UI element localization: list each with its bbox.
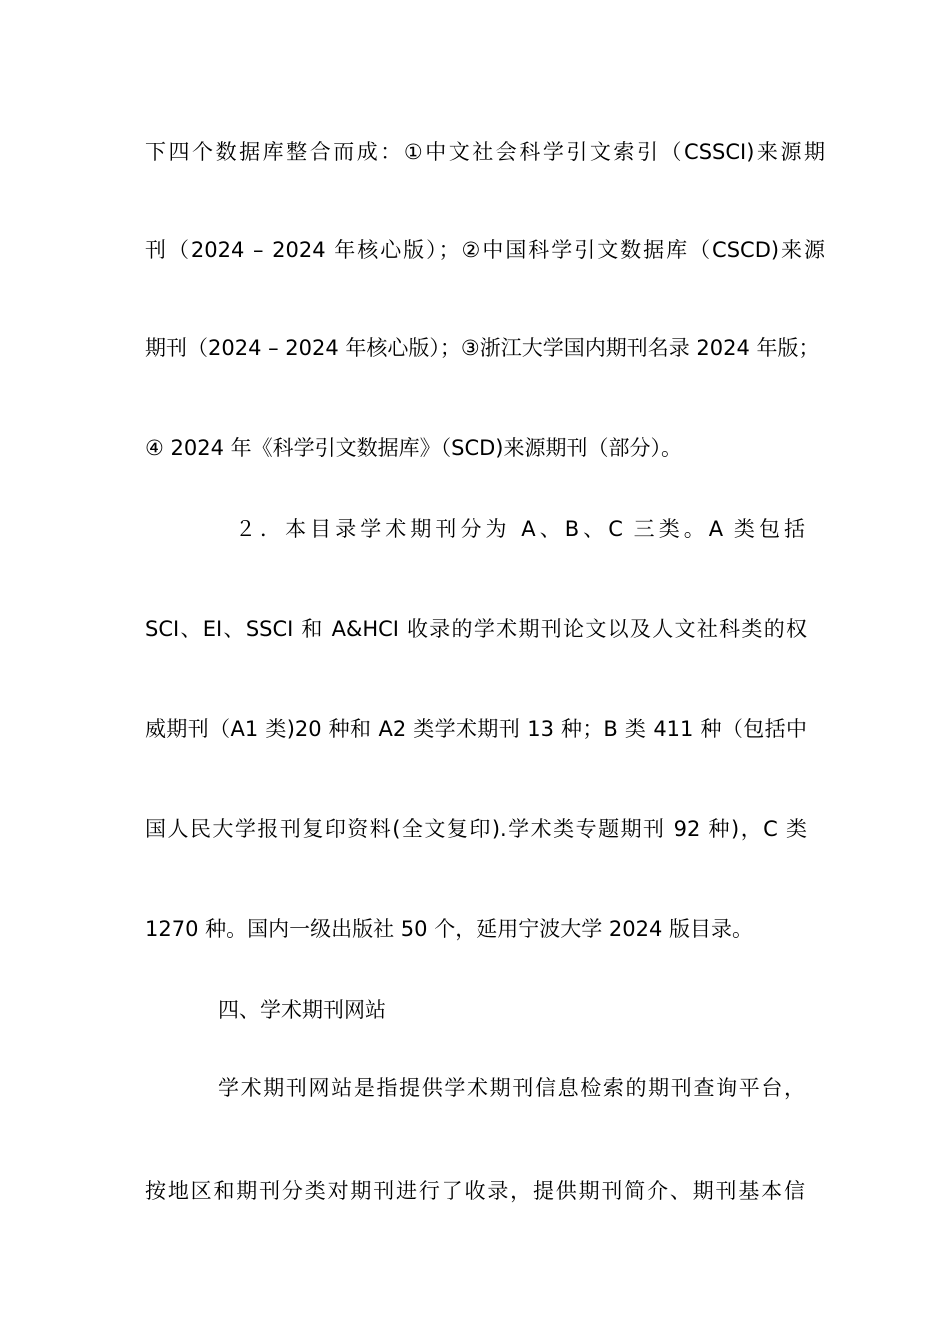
- paragraph-line: 威期刊（A1 类)20 种和 A2 类学术期刊 13 种；B 类 411 种（包括中: [145, 717, 807, 741]
- paragraph-line: 期刊（2024 – 2024 年核心版）；③浙江大学国内期刊名录 2024 年版；: [145, 336, 820, 360]
- paragraph-line: 学术期刊网站是指提供学术期刊信息检索的期刊查询平台，: [218, 1076, 805, 1100]
- paragraph-line: SCI、EI、SSCI 和 A&HCI 收录的学术期刊论文以及人文社科类的权: [145, 617, 807, 641]
- paragraph-line: ２．本目录学术期刊分为 A、B、C 三类。A 类包括: [235, 517, 805, 541]
- paragraph-line: 1270 种。国内一级出版社 50 个，延用宁波大学 2024 版目录。: [145, 917, 753, 941]
- paragraph-line: 下四个数据库整合而成：①中文社会科学引文索引（CSSCI)来源期: [145, 140, 825, 164]
- paragraph-line: 刊（2024 – 2024 年核心版）；②中国科学引文数据库（CSCD)来源: [145, 238, 825, 262]
- paragraph-line: 按地区和期刊分类对期刊进行了收录，提供期刊简介、期刊基本信: [145, 1179, 805, 1203]
- paragraph-line: 国人民大学报刊复印资料(全文复印).学术类专题期刊 92 种)，C 类: [145, 817, 807, 841]
- paragraph-line: ④ 2024 年《科学引文数据库》（SCD)来源期刊（部分）。: [145, 436, 682, 460]
- section-heading: 四、学术期刊网站: [218, 998, 386, 1022]
